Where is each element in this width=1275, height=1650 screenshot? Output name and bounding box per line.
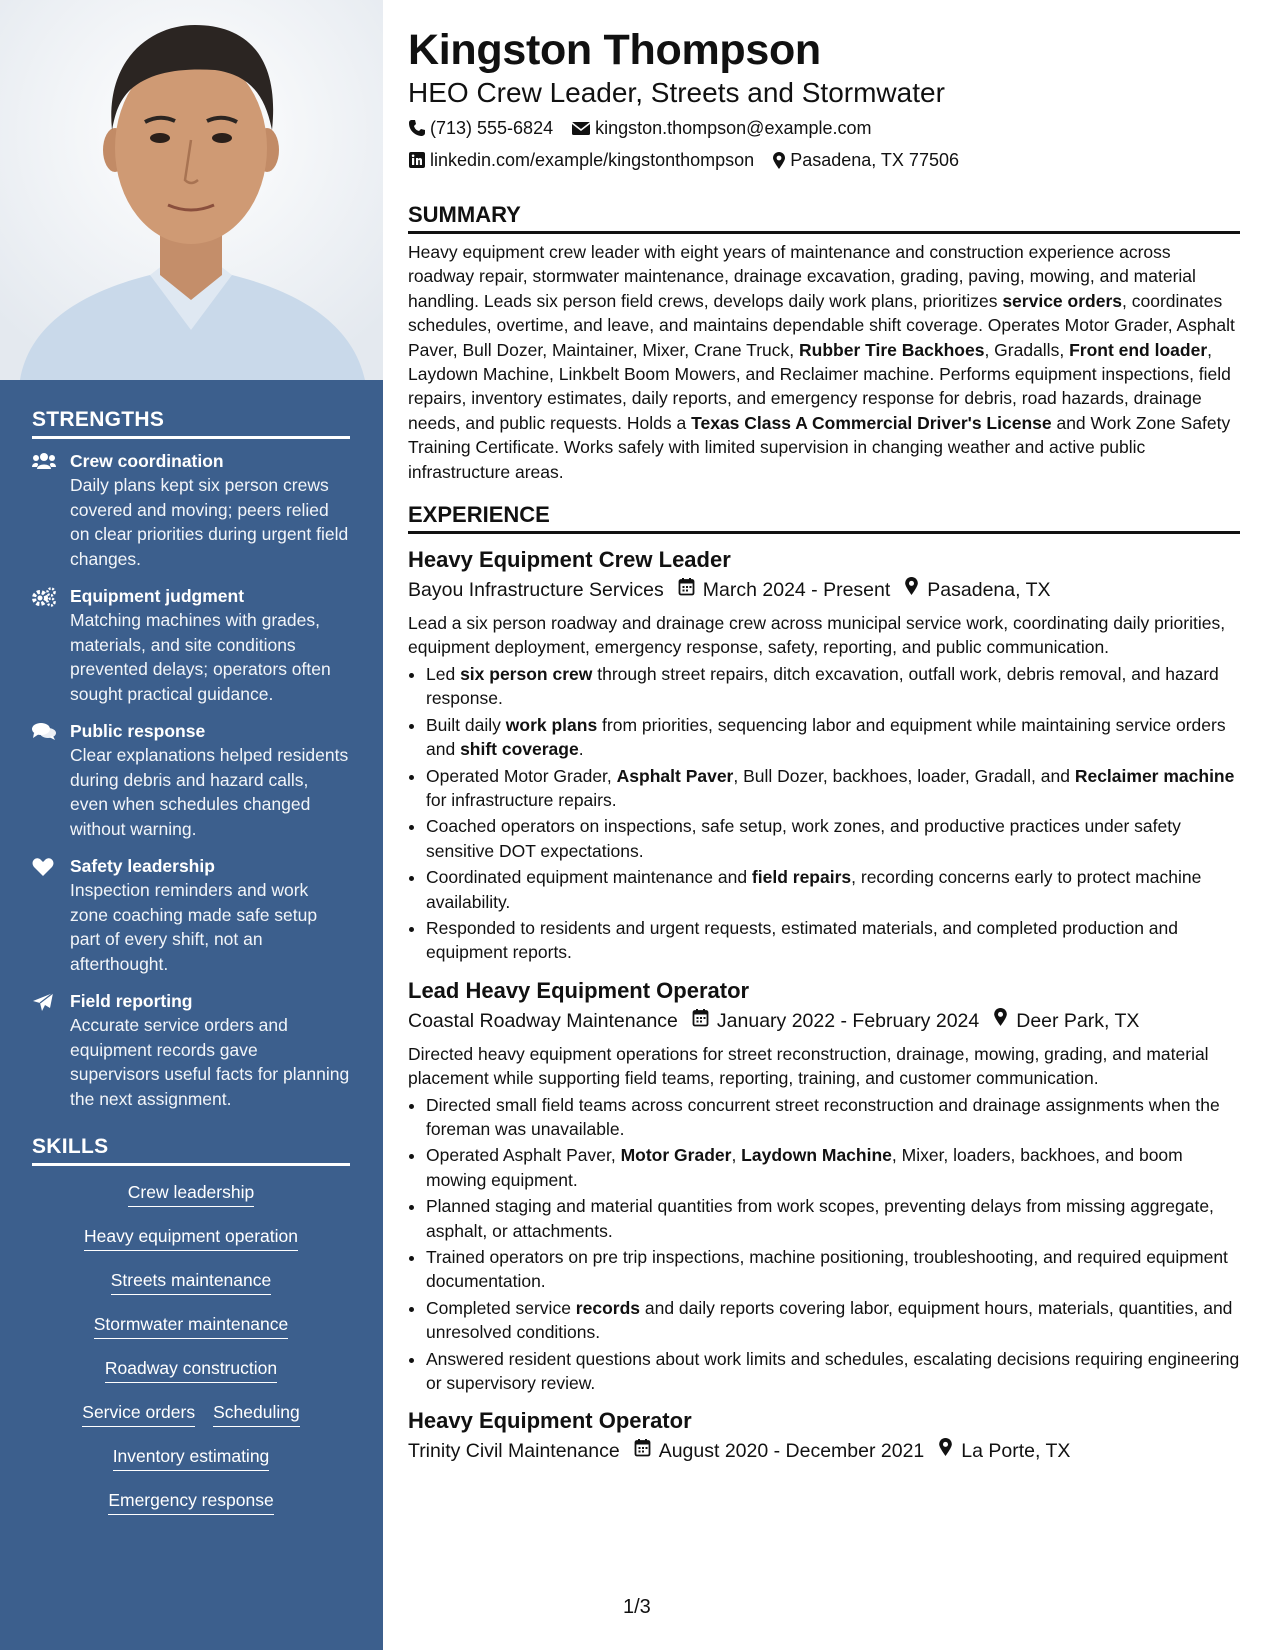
text: for infrastructure repairs. — [426, 789, 617, 810]
summary-section — [408, 202, 1240, 484]
bold-text: records — [575, 1297, 640, 1318]
text: Completed service — [426, 1297, 576, 1318]
bold-text: Texas Class A Commercial Driver's License — [691, 412, 1052, 433]
text: , coordinates schedules, overtime, and leave, and maintains dependable shift coverage. Operates Motor Grader, Asphalt Paver, Bull Dozer, Maintainer, Mixer, Crane Truck, — [408, 290, 1235, 360]
company-name: Coastal Roadway Maintenance — [408, 1009, 678, 1032]
dates-text: March 2024 - Present — [702, 579, 891, 602]
job-meta — [408, 1436, 1240, 1466]
location-text: La Porte, TX — [961, 1440, 1071, 1463]
linkedin-text: linkedin.com/example/kingstonthompson — [430, 150, 755, 170]
linkedin-contact[interactable] — [408, 144, 754, 176]
phone-contact[interactable] — [408, 112, 553, 144]
job-entry — [408, 546, 1240, 965]
skill-tag: Stormwater maintenance — [94, 1312, 289, 1339]
text: through street repairs, ditch excavation, outfall work, debris removal, and hazard response. — [426, 663, 1219, 709]
summary-heading: SUMMARY — [408, 202, 1240, 234]
bold-text: Rubber Tire Backhoes — [799, 339, 985, 360]
main-content — [408, 24, 1240, 1466]
email-contact[interactable] — [571, 112, 871, 144]
strength-title: Equipment judgment — [70, 586, 245, 606]
strength-desc: Inspection reminders and work zone coaching made safe setup part of every shift, not an afterthought. — [70, 880, 318, 974]
bold-text: Reclaimer machine — [1074, 765, 1235, 786]
skill-tag: Streets maintenance — [111, 1268, 272, 1295]
contact-row — [408, 112, 1240, 144]
bold-text: six person crew — [460, 663, 593, 684]
strengths-heading: STRENGTHS — [32, 408, 350, 439]
email-text: kingston.thompson@example.com — [595, 118, 872, 138]
text: , Mixer, loaders, backhoes, and boom mowing equipment. — [426, 1145, 1183, 1190]
job-title: Heavy Equipment Crew Leader — [408, 547, 731, 573]
bold-text: Front end loader — [1069, 339, 1208, 360]
map-marker-icon — [938, 1436, 953, 1466]
strength-item — [32, 719, 350, 841]
strength-item — [32, 584, 350, 706]
experience-heading: EXPERIENCE — [408, 502, 1240, 534]
job-dates — [692, 1006, 979, 1036]
bold-text: field repairs — [751, 867, 852, 888]
location-text: Pasadena, TX — [927, 579, 1051, 602]
strength-item — [32, 854, 350, 976]
profile-photo — [0, 0, 383, 380]
skill-tag: Heavy equipment operation — [84, 1224, 298, 1251]
dates-text: January 2022 - February 2024 — [716, 1009, 980, 1032]
text: , Laydown Machine, Linkbelt Boom Mowers, and Reclaimer machine. Performs equipment inspections, field repairs, inventory estimates, daily reports, and emergency response for debris, road hazards, drainage needs, and public requests. Holds a — [408, 339, 1231, 433]
job-location — [904, 575, 1050, 605]
text: Coordinated equipment maintenance and — [426, 867, 752, 888]
bullet-item — [426, 916, 1240, 965]
map-marker-icon — [772, 151, 786, 170]
bullet-item — [426, 865, 1240, 914]
text: from priorities, sequencing labor and equipment while maintaining service orders and — [426, 714, 1226, 760]
job-title: Lead Heavy Equipment Operator — [408, 977, 750, 1003]
text: , recording concerns early to protect machine availability. — [426, 867, 1202, 912]
job-meta — [408, 575, 1240, 605]
text: Operated Motor Grader, — [426, 765, 617, 786]
text: Built daily — [426, 714, 506, 735]
text: Planned staging and material quantities from work scopes, preventing delays from missing aggregate, asphalt, or attachments. — [426, 1196, 1214, 1241]
skill-tag: Crew leadership — [128, 1180, 254, 1207]
location-contact — [772, 144, 959, 176]
summary-text — [408, 240, 1240, 484]
skill-tag: Roadway construction — [105, 1356, 277, 1383]
bullet-item — [426, 1347, 1240, 1396]
job-meta — [408, 1006, 1240, 1036]
bullet-item — [426, 1093, 1240, 1142]
strength-title: Crew coordination — [70, 451, 224, 471]
strength-desc: Daily plans kept six person crews covered and moving; peers relied on clear priorities during urgent field changes. — [70, 475, 349, 569]
calendar-icon — [678, 575, 695, 605]
experience-section — [408, 502, 1240, 1466]
bullet-item — [426, 1143, 1240, 1192]
text: Responded to residents and urgent requests, estimated materials, and completed production and equipment reports. — [426, 917, 1178, 963]
text: , Bull Dozer, backhoes, loader, Gradall, and — [733, 765, 1075, 786]
dates-text: August 2020 - December 2021 — [658, 1440, 925, 1463]
users-icon — [32, 449, 70, 571]
text: Heavy equipment crew leader with eight years of maintenance and construction experience across roadway repair, stormwater maintenance, drainage excavation, grading, paving, mowing, and material handling. Leads six person field crews, develops daily work plans, prioritizes — [408, 242, 1196, 311]
bold-text: Laydown Machine — [741, 1145, 892, 1166]
text: Led — [426, 663, 461, 684]
bold-text: Asphalt Paver — [616, 765, 734, 786]
skill-tag: Scheduling — [213, 1400, 300, 1427]
phone-icon — [408, 119, 426, 137]
map-marker-icon — [904, 575, 919, 605]
strength-title: Field reporting — [70, 991, 193, 1011]
company-name: Trinity Civil Maintenance — [408, 1440, 620, 1463]
bullet-item — [426, 662, 1240, 711]
skill-tag: Emergency response — [108, 1488, 273, 1515]
strength-title: Public response — [70, 721, 206, 741]
bold-text: Motor Grader — [620, 1145, 732, 1166]
bullet-item — [426, 1296, 1240, 1345]
text: Answered resident questions about work limits and schedules, escalating decisions requiring engineering or supervisory review. — [426, 1348, 1240, 1394]
job-dates — [634, 1436, 925, 1466]
contact-row-2 — [408, 144, 1240, 176]
bold-text: work plans — [505, 714, 598, 735]
page-number: 1/3 — [623, 1596, 651, 1618]
bold-text: service orders — [1002, 290, 1122, 311]
skills-list — [32, 1180, 350, 1515]
job-title: Heavy Equipment Operator — [408, 1408, 692, 1434]
skills-heading: SKILLS — [32, 1135, 350, 1166]
text: . — [578, 739, 584, 760]
job-bullets — [408, 1093, 1240, 1396]
calendar-icon — [692, 1006, 709, 1036]
text: and Work Zone Safety Training Certificate. Works safely with limited supervision in changing weather and active public infrastructure areas. — [408, 412, 1231, 482]
bullet-item — [426, 764, 1240, 813]
text: Coached operators on inspections, safe setup, work zones, and productive practices under safety sensitive DOT expectations. — [426, 816, 1181, 861]
job-location — [993, 1006, 1139, 1036]
phone-text: (713) 555-6824 — [430, 118, 554, 138]
text: Trained operators on pre trip inspections, machine positioning, troubleshooting, and required equipment documentation. — [426, 1247, 1228, 1292]
strength-desc: Accurate service orders and equipment records gave supervisors useful facts for planning the next assignment. — [70, 1015, 350, 1109]
candidate-name: Kingston Thompson — [408, 26, 821, 74]
map-marker-icon — [993, 1006, 1008, 1036]
text: and daily reports covering labor, equipment hours, materials, quantities, and unresolved conditions. — [426, 1297, 1233, 1343]
text: , — [731, 1145, 742, 1166]
location-text: Deer Park, TX — [1016, 1009, 1140, 1032]
bullet-item — [426, 1245, 1240, 1294]
calendar-icon — [634, 1436, 651, 1466]
envelope-icon — [571, 120, 591, 136]
gears-icon — [32, 584, 70, 706]
bullet-item — [426, 1194, 1240, 1243]
strengths-list — [32, 449, 350, 1111]
bullet-item — [426, 814, 1240, 863]
heart-icon — [32, 854, 70, 976]
skill-tag: Service orders — [82, 1400, 195, 1427]
job-description: Directed heavy equipment operations for street reconstruction, drainage, mowing, grading, and material placement while supporting field teams, reporting, training, and customer communication. — [408, 1043, 1209, 1089]
sidebar — [0, 0, 383, 1650]
bullet-item — [426, 713, 1240, 762]
paper-plane-icon — [32, 989, 70, 1111]
text: , Gradalls, — [984, 339, 1070, 360]
linkedin-icon — [408, 151, 426, 169]
strength-item — [32, 989, 350, 1111]
strength-item — [32, 449, 350, 571]
job-description: Lead a six person roadway and drainage crew across municipal service work, coordinating daily priorities, equipment deployment, emergency response, safety, reporting, and public communication. — [408, 613, 1226, 658]
job-dates — [678, 575, 891, 605]
text: Directed small field teams across concurrent street reconstruction and drainage assignments when the foreman was unavailable. — [426, 1094, 1220, 1139]
job-entry — [408, 977, 1240, 1396]
strength-title: Safety leadership — [70, 856, 215, 876]
strength-desc: Matching machines with grades, materials, and site conditions prevented delays; operators often sought practical guidance. — [70, 610, 331, 704]
skill-tag: Inventory estimating — [113, 1444, 270, 1471]
jobs-list — [408, 546, 1240, 1466]
company-name: Bayou Infrastructure Services — [408, 579, 664, 602]
job-entry — [408, 1407, 1240, 1466]
headline: HEO Crew Leader, Streets and Stormwater — [408, 77, 945, 108]
bold-text: shift coverage — [460, 739, 579, 760]
job-location — [938, 1436, 1070, 1466]
comments-icon — [32, 719, 70, 841]
text: Operated Asphalt Paver, — [426, 1145, 621, 1166]
strength-desc: Clear explanations helped residents during debris and hazard calls, even when schedules changed without warning. — [70, 745, 349, 839]
location-text: Pasadena, TX 77506 — [790, 150, 959, 170]
job-bullets — [408, 662, 1240, 965]
